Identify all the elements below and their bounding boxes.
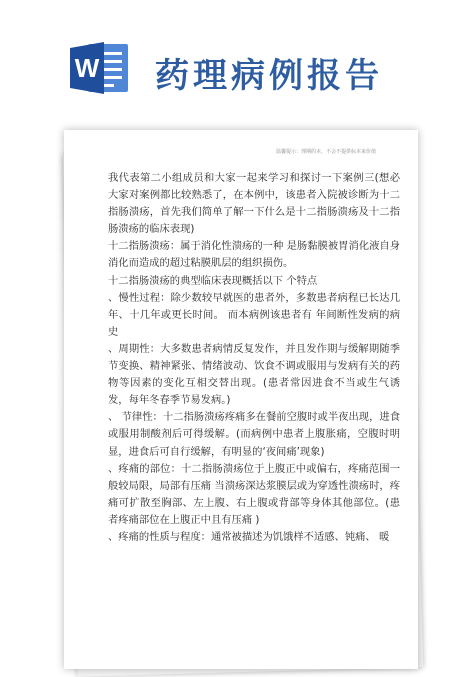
document-body xyxy=(108,170,400,546)
page-header-note: 温馨提示：理期的本，不会不提供标本来价值 xyxy=(275,149,376,155)
document-title: 药理病例报告 xyxy=(155,56,383,96)
paragraph-rhythm: 、 节律性：十二指肠溃疡疼痛多在餐前空腹时或半夜出现，进食或服用制酸剂后可得缓解。(而病例中患者上腹胀痛，空腹时明显，进食后可自行缓解，有明显的‘夜间痛’现象) xyxy=(108,411,400,458)
document-page[interactable] xyxy=(64,130,418,669)
page-header xyxy=(0,0,474,135)
paragraph-pain-nature: 、疼痛的性质与程度：通常被描述为饥饿样不适感、钝痛、 暖 xyxy=(108,530,390,543)
paragraph-periodicity: 、周期性：大多数患者病情反复发作，并且发作期与缓解期随季节变换、精神紧张、情绪波动、饮食不调或服用与发病有关的药物等因素的变化互相交替出现。(患者常因进食不当或生气诱发，每年冬春季节易发病。) xyxy=(108,342,400,407)
word-logo-letter: W xyxy=(74,53,100,83)
paragraph-chronic-course: 、慢性过程：除少数较早就医的患者外，多数患者病程已长达几年、十几年或更长时间。 而本病例该患者有 年间断性发病的病史 xyxy=(108,291,400,338)
paragraph-features-heading: 十二指肠溃疡的典型临床表现概括以下 个特点 xyxy=(108,274,318,287)
paragraph-intro: 我代表第二小组成员和大家一起来学习和探讨一下案例三(想必大家对案例都比较熟悉了，在本例中，该患者入院被诊断为十二指肠溃疡，首先我们简单了解一下什么是十二指肠溃疡及十二指肠溃疡的临床表现) xyxy=(108,172,400,236)
paragraph-pain-location: 、疼痛的部位：十二指肠溃疡位于上腹正中或偏右，疼痛范围一般较局限，局部有压痛 当溃疡深达浆膜层或为穿透性溃疡时，疼痛可扩散至胸部、左上腹、右上腹或背部等身体其他部位。(患者疼痛部位在上腹正中且有压痛 ) xyxy=(108,462,400,526)
paragraph-definition: 十二指肠溃疡：属于消化性溃疡的一种 是肠黏膜被胃消化液自身消化而造成的超过粘膜肌层的组织损伤。 xyxy=(108,240,400,270)
word-document-icon xyxy=(70,38,130,96)
